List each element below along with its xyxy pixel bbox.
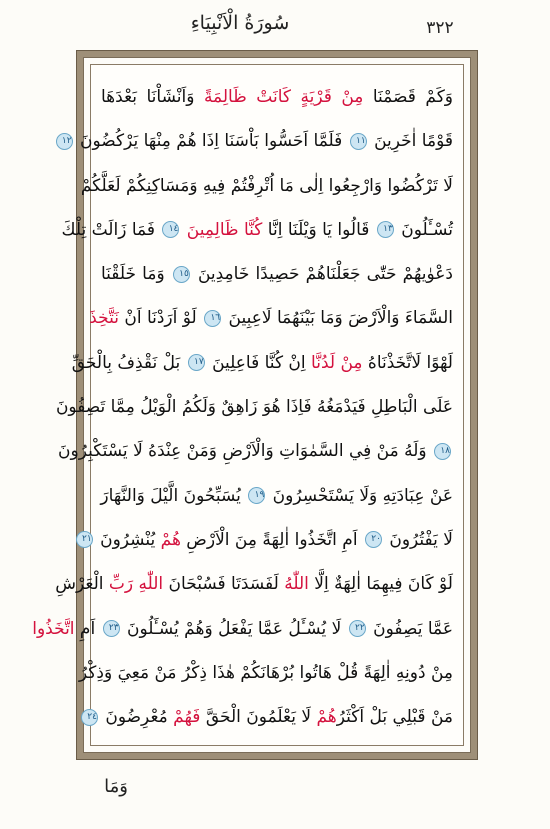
verse-text: الْعَرْشِ [55,574,109,595]
verse-text: وَكَمْ قَصَمْنَا [363,87,454,107]
verse-text: مِنْ دُونِهِ اٰلِهَةً قُلْ هَاتُوا بُرْهَانَكُمْ هٰذَا ذِكْرُ مَنْ مَعِيَ وَذِكْرُ [78,662,453,683]
verse-line [87,695,453,739]
verse-text: لَهْوًا لَاتَّخَذْنَاهُ [362,352,453,373]
verse-text: قَالُوا يَا وَيْلَنَا اِنَّا [262,219,375,240]
text-panel [32,64,464,746]
frame-border [32,57,471,753]
verse-text: لَوْ كَانَ فِيهِمَا اٰلِهَةٌ اِلَّا [308,574,453,595]
quran-text-block [32,75,454,735]
ayah-number-marker: ١٣ [377,221,394,238]
verse-text: تُسْـَٔلُونَ [395,219,453,240]
ayah-number-marker: ٢٤ [81,709,98,726]
verse-text: وَاَنْشَاْنَا بَعْدَهَا [101,87,204,107]
verse-line [32,607,453,651]
ayah-number-marker: ١٩ [248,487,265,504]
verse-line [82,518,453,562]
verse-text: مَنْ قَبْلِي بَلْ اَكْثَرُ [336,707,453,728]
ornamental-frame [32,50,478,760]
verse-text: لَوْ اَرَدْنَا اَنْ [118,308,203,329]
ayah-number-marker: ١٥ [173,266,190,283]
verse-text: السَّمَاءَ وَالْاَرْضَ وَمَا بَيْنَهُمَا لَاعِبِينَ [223,308,453,329]
verse-text: لَا يُسْـَٔلُ عَمَّا يَفْعَلُ وَهُمْ يُسْـَٔلُونَ [121,618,347,639]
ayah-number-marker: ٢١ [76,531,93,548]
ayah-number-marker: ٢٠ [365,531,382,548]
verse-line [58,429,453,473]
verse-line [78,651,453,695]
verse-text: لَفَسَدَتَا فَسُبْحَانَ [163,574,285,595]
highlighted-text: كُنَّا ظَالِمِينَ [186,219,263,240]
verse-line [101,75,453,119]
verse-text: لَا يَفْتُرُونَ [383,529,453,550]
ayah-number-marker: ١٢ [56,133,73,150]
highlighted-text: فَهُمْ [173,707,201,728]
verse-line [80,164,453,208]
highlighted-text: اللّٰهُ [284,574,309,595]
verse-line [61,208,453,252]
page-header [0,0,550,50]
verse-line [71,341,453,385]
highlighted-text: هُمْ [160,529,181,550]
ayah-number-marker: ١٧ [188,354,205,371]
verse-text: اَمِ [74,618,101,639]
verse-line [101,474,453,518]
highlighted-text: مِنْ قَرْيَةٍ كَانَتْ ظَالِمَةً [203,87,364,107]
verse-line [89,296,453,340]
highlighted-text: اتَّخَذُوا [32,618,75,639]
verse-text: فَلَمَّا اَحَسُّوا بَاْسَنَا اِذَا هُمْ مِنْهَا يَرْكُضُونَ [74,131,348,152]
ayah-number-marker: ١٤ [162,221,179,238]
ayah-number-marker: ١٨ [434,443,451,460]
verse-line [55,385,453,429]
verse-text: عَمَّا يَصِفُونَ [367,618,453,639]
highlighted-text: مِنْ لَدُنَّا [311,352,363,373]
ayah-number-marker: ١٦ [204,310,221,327]
catchword: وَمَا [104,776,128,797]
surah-title: سُورَةُ الْاَنْبِيَاءِ [190,12,290,34]
ayah-number-marker: ١١ [350,133,367,150]
ayah-number-marker: ٢٢ [349,620,366,637]
verse-text: فَمَا زَالَتْ تِلْكَ [61,219,161,240]
verse-text: اَمِ اتَّخَذُوا اٰلِهَةً مِنَ الْاَرْضِ [180,529,363,550]
page-number: ٣٢٢ [426,18,454,38]
verse-text: وَمَا خَلَقْنَا [101,264,171,285]
verse-text: يُنْشِرُونَ [94,529,161,550]
highlighted-text: نَتَّخِذَ [89,308,119,329]
verse-text: اِنْ كُنَّا فَاعِلِينَ [206,352,312,373]
verse-text: عَنْ عِبَادَتِهِ وَلَا يَسْتَحْسِرُونَ [267,485,453,506]
verse-text: بَلْ نَقْذِفُ بِالْحَقِّ [71,352,186,373]
verse-line [61,119,453,163]
highlighted-text: هُمْ [316,707,337,728]
verse-text: مُعْرِضُونَ [99,707,174,728]
verse-line [55,562,453,606]
verse-text: يُسَبِّحُونَ الَّيْلَ وَالنَّهَارَ [100,485,247,506]
verse-line [101,252,453,296]
verse-text: لَا يَعْلَمُونَ الْحَقَّ [200,707,317,728]
verse-text: وَلَهُ مَنْ فِي السَّمٰوَاتِ وَالْاَرْضِ وَمَنْ عِنْدَهُ لَا يَسْتَكْبِرُونَ [58,441,432,462]
verse-text: لَا تَرْكُضُوا وَارْجِعُوا اِلٰى مَا اُتْرِفْتُمْ فِيهِ وَمَسَاكِنِكُمْ لَعَلَّكُمْ [80,175,453,196]
verse-text: دَعْوٰيهُمْ حَتّٰى جَعَلْنَاهُمْ حَصِيدًا خَامِدِينَ [191,264,453,285]
verse-text: عَلَى الْبَاطِلِ فَيَدْمَغُهُ فَاِذَا هُوَ زَاهِقٌ وَلَكُمُ الْوَيْلُ مِمَّا تَصِفُونَ [55,397,453,418]
verse-text: قَوْمًا اٰخَرِينَ [368,131,453,152]
ayah-number-marker: ٢٣ [103,620,120,637]
highlighted-text: اللّٰهِ رَبِّ [108,574,164,595]
